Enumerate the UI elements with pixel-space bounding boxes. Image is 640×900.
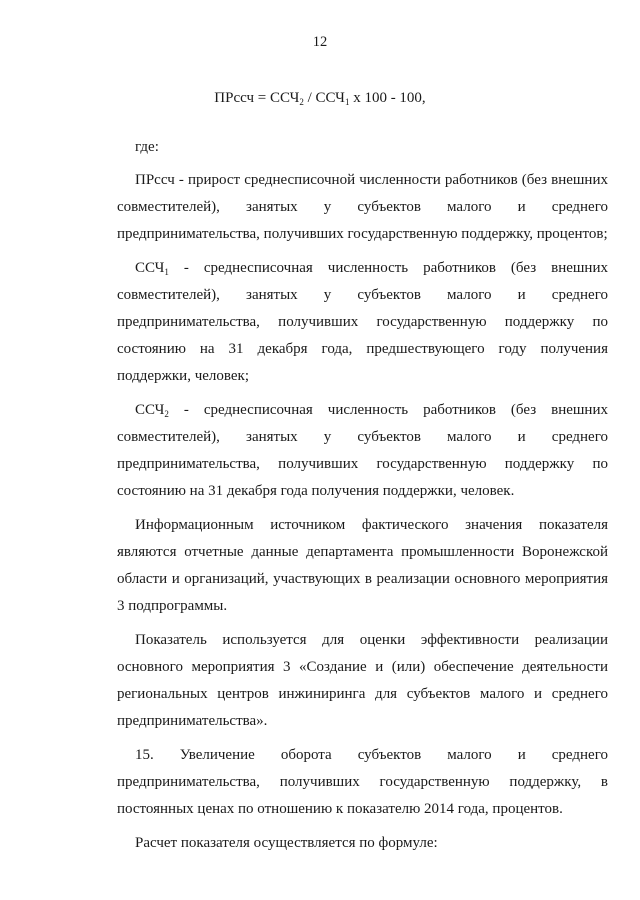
paragraph-calculation: Расчет показателя осуществляется по формуле: [135, 835, 438, 851]
definition-term: ПРссч [135, 172, 175, 188]
definition-term: ССЧ [135, 260, 165, 276]
definition-term-subscript: 1 [164, 267, 169, 277]
definition-text: - среднесписочная численность работников (без внешних совместителей), занятых у субъектов малого и среднего предпринимательства, получивших государственную поддержку по состоянию на 31 декабря года получения поддержки, человек. [117, 402, 608, 499]
formula [0, 90, 640, 107]
paragraph-info-source: Информационным источником фактического значения показателя являются отчетные данные департамента промышленности Воронежской области и организаций, участвующих в реализации основного мероприятия 3 подпрограммы. [117, 517, 608, 614]
definition-ssch1 [117, 255, 608, 390]
body-text [117, 134, 608, 864]
definition-prssch [117, 167, 608, 248]
definition-ssch2 [117, 397, 608, 505]
formula-subscript-2: 2 [299, 97, 304, 107]
formula-mid: / ССЧ [303, 90, 345, 106]
definition-term: ССЧ [135, 402, 165, 418]
formula-subscript-1: 1 [344, 97, 350, 107]
formula-rhs: х 100 - 100, [349, 90, 426, 106]
page-number: 12 [312, 34, 328, 50]
definition-text: - прирост среднесписочной численности работников (без внешних совместителей), занятых у субъектов малого и среднего предпринимательства, получивших государственную поддержку, процентов; [117, 172, 608, 242]
paragraph-item-15: 15. Увеличение оборота субъектов малого и среднего предпринимательства, получивших государственную поддержку, в постоянных ценах по отношению к показателю 2014 года, процентов. [117, 747, 608, 817]
paragraph-usage: Показатель используется для оценки эффективности реализации основного мероприятия 3 «Создание и (или) обеспечение деятельности региональных центров инжиниринга для субъектов малого и среднего предпринимательства». [117, 632, 608, 729]
formula-lhs: ПРссч = ССЧ [214, 90, 300, 106]
where-label: где: [135, 139, 159, 155]
definition-text: - среднесписочная численность работников (без внешних совместителей), занятых у субъектов малого и среднего предпринимательства, получивших государственную поддержку по состоянию на 31 декабря года, предшествующего году получения поддержки, человек; [117, 260, 608, 384]
definition-term-subscript: 2 [164, 409, 169, 419]
